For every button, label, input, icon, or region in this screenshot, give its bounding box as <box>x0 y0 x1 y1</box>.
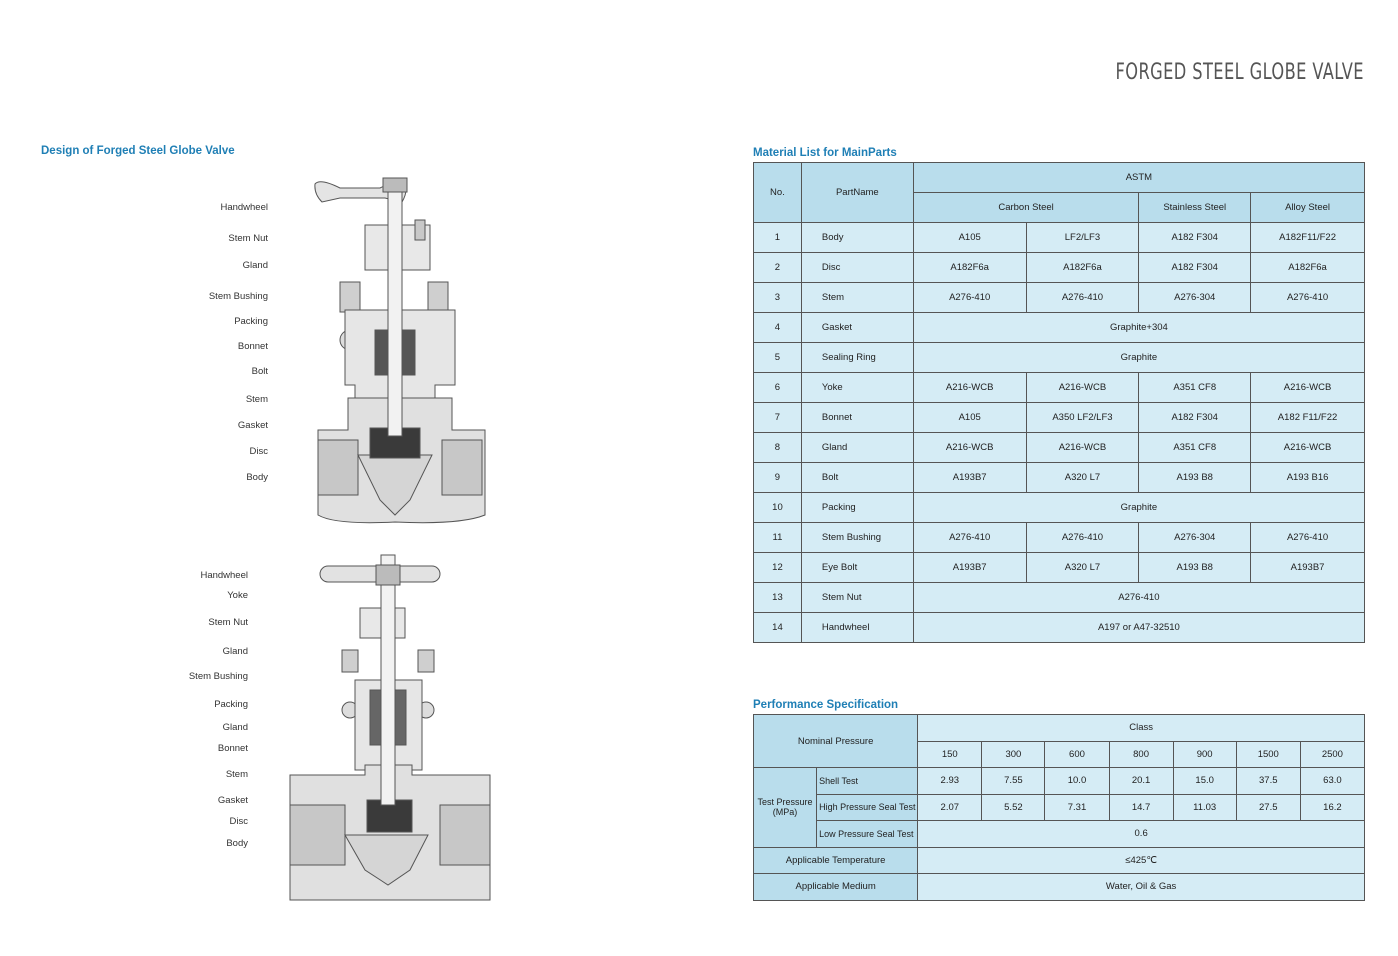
row-stainless: A182 F304 <box>1139 403 1251 433</box>
row-part-name: Sealing Ring <box>801 343 913 373</box>
design-title: Design of Forged Steel Globe Valve <box>41 145 235 157</box>
class-value: 1500 <box>1236 741 1300 768</box>
high-seal-value: 11.03 <box>1173 794 1236 821</box>
high-seal-label: High Pressure Seal Test <box>817 794 918 821</box>
col-no: No. <box>754 163 802 223</box>
class-value: 800 <box>1109 741 1173 768</box>
class-value: 2500 <box>1300 741 1364 768</box>
diagram1-label-gasket: Gasket <box>237 420 268 431</box>
diagram2-label-gland-2: Gland <box>222 722 248 733</box>
row-carbon-2: LF2/LF3 <box>1026 223 1139 253</box>
row-carbon-1: A276-410 <box>913 523 1026 553</box>
row-stainless: A182 F304 <box>1139 253 1251 283</box>
shell-test-value: 15.0 <box>1173 768 1236 795</box>
medium-value: Water, Oil & Gas <box>918 874 1365 901</box>
row-no: 6 <box>754 373 802 403</box>
row-no: 2 <box>754 253 802 283</box>
material-row <box>754 523 1365 553</box>
row-no: 9 <box>754 463 802 493</box>
medium-label: Applicable Medium <box>754 874 918 901</box>
high-seal-value: 14.7 <box>1109 794 1173 821</box>
row-part-name: Yoke <box>801 373 913 403</box>
low-seal-value: 0.6 <box>918 821 1365 848</box>
diagram2-label-stem: Stem <box>225 769 248 780</box>
material-title: Material List for MainParts <box>753 147 897 159</box>
row-no: 3 <box>754 283 802 313</box>
row-part-name: Packing <box>801 493 913 523</box>
row-carbon-1: A276-410 <box>913 283 1026 313</box>
row-part-name: Stem Nut <box>801 583 913 613</box>
diagram1-label-handwheel: Handwheel <box>220 202 268 213</box>
col-astm: ASTM <box>913 163 1364 193</box>
material-row <box>754 613 1365 643</box>
row-carbon-1: A182F6a <box>913 253 1026 283</box>
row-no: 8 <box>754 433 802 463</box>
diagram2-label-body: Body <box>226 838 248 849</box>
row-stainless: A193 B8 <box>1139 553 1251 583</box>
valve-diagram-2 <box>250 550 610 910</box>
row-carbon-1: A216-WCB <box>913 373 1026 403</box>
material-row <box>754 403 1365 433</box>
row-part-name: Bolt <box>801 463 913 493</box>
row-carbon-2: A182F6a <box>1026 253 1139 283</box>
row-alloy: A276-410 <box>1251 283 1365 313</box>
row-carbon-2: A216-WCB <box>1026 433 1139 463</box>
row-material-all: A197 or A47-32510 <box>913 613 1364 643</box>
high-seal-value: 2.07 <box>918 794 982 821</box>
row-no: 12 <box>754 553 802 583</box>
material-row <box>754 253 1365 283</box>
row-carbon-2: A320 L7 <box>1026 553 1139 583</box>
row-no: 4 <box>754 313 802 343</box>
row-part-name: Gasket <box>801 313 913 343</box>
material-row <box>754 433 1365 463</box>
material-row <box>754 373 1365 403</box>
page-title: FORGED STEEL GLOBE VALVE <box>1115 60 1364 85</box>
row-carbon-1: A216-WCB <box>913 433 1026 463</box>
diagram1-label-bolt: Bolt <box>251 366 268 377</box>
class-value: 150 <box>918 741 982 768</box>
row-stainless: A351 CF8 <box>1139 373 1251 403</box>
material-row <box>754 223 1365 253</box>
material-table <box>753 162 1365 643</box>
row-carbon-1: A193B7 <box>913 553 1026 583</box>
row-material-all: A276-410 <box>913 583 1364 613</box>
high-seal-value: 7.31 <box>1045 794 1109 821</box>
temp-label: Applicable Temperature <box>754 847 918 874</box>
temp-value: ≤425℃ <box>918 847 1365 874</box>
shell-test-label: Shell Test <box>817 768 918 795</box>
diagram2-label-gasket: Gasket <box>217 795 248 806</box>
row-alloy: A182F11/F22 <box>1251 223 1365 253</box>
diagram2-label-packing: Packing <box>214 699 248 710</box>
shell-test-value: 37.5 <box>1236 768 1300 795</box>
class-value: 600 <box>1045 741 1109 768</box>
row-part-name: Body <box>801 223 913 253</box>
row-no: 7 <box>754 403 802 433</box>
row-material-all: Graphite <box>913 493 1364 523</box>
row-carbon-1: A193B7 <box>913 463 1026 493</box>
row-no: 13 <box>754 583 802 613</box>
high-seal-value: 16.2 <box>1300 794 1364 821</box>
shell-test-value: 7.55 <box>982 768 1045 795</box>
row-material-all: Graphite+304 <box>913 313 1364 343</box>
row-no: 5 <box>754 343 802 373</box>
material-row <box>754 493 1365 523</box>
test-pressure-label: Test Pressure (MPa) <box>754 768 817 848</box>
row-carbon-1: A105 <box>913 223 1026 253</box>
row-part-name: Bonnet <box>801 403 913 433</box>
diagram1-label-stem-bushing: Stem Bushing <box>208 291 268 302</box>
row-part-name: Handwheel <box>801 613 913 643</box>
row-part-name: Disc <box>801 253 913 283</box>
row-stainless: A193 B8 <box>1139 463 1251 493</box>
row-stainless: A276-304 <box>1139 283 1251 313</box>
diagram2-label-bonnet: Bonnet <box>217 743 248 754</box>
row-carbon-2: A276-410 <box>1026 523 1139 553</box>
shell-test-value: 63.0 <box>1300 768 1364 795</box>
diagram1-label-body: Body <box>246 472 268 483</box>
performance-table <box>753 714 1365 901</box>
row-carbon-2: A276-410 <box>1026 283 1139 313</box>
class-value: 300 <box>982 741 1045 768</box>
shell-test-value: 20.1 <box>1109 768 1173 795</box>
row-alloy: A182F6a <box>1251 253 1365 283</box>
shell-test-value: 2.93 <box>918 768 982 795</box>
row-alloy: A182 F11/F22 <box>1251 403 1365 433</box>
diagram2-label-handwheel: Handwheel <box>200 570 248 581</box>
row-no: 10 <box>754 493 802 523</box>
row-no: 11 <box>754 523 802 553</box>
diagram2-label-stem-nut: Stem Nut <box>208 617 248 628</box>
row-part-name: Stem <box>801 283 913 313</box>
low-seal-label: Low Pressure Seal Test <box>817 821 918 848</box>
row-part-name: Eye Bolt <box>801 553 913 583</box>
material-row <box>754 343 1365 373</box>
row-carbon-1: A105 <box>913 403 1026 433</box>
col-carbon-steel: Carbon Steel <box>913 193 1139 223</box>
diagram1-label-stem-nut: Stem Nut <box>228 233 268 244</box>
row-stainless: A182 F304 <box>1139 223 1251 253</box>
material-row <box>754 283 1365 313</box>
row-material-all: Graphite <box>913 343 1364 373</box>
diagram2-label-yoke: Yoke <box>227 590 248 601</box>
row-alloy: A216-WCB <box>1251 373 1365 403</box>
diagram1-label-disc: Disc <box>249 446 268 457</box>
row-alloy: A193 B16 <box>1251 463 1365 493</box>
material-row <box>754 553 1365 583</box>
performance-title: Performance Specification <box>753 699 899 711</box>
diagram1-label-bonnet: Bonnet <box>237 341 268 352</box>
diagram2-label-gland: Gland <box>222 646 248 657</box>
row-no: 14 <box>754 613 802 643</box>
row-stainless: A276-304 <box>1139 523 1251 553</box>
row-carbon-2: A320 L7 <box>1026 463 1139 493</box>
row-alloy: A193B7 <box>1251 553 1365 583</box>
col-stainless-steel: Stainless Steel <box>1139 193 1251 223</box>
col-part-name: PartName <box>801 163 913 223</box>
material-row <box>754 313 1365 343</box>
row-alloy: A276-410 <box>1251 523 1365 553</box>
shell-test-value: 10.0 <box>1045 768 1109 795</box>
col-alloy-steel: Alloy Steel <box>1251 193 1365 223</box>
diagram2-label-disc: Disc <box>229 816 248 827</box>
high-seal-value: 27.5 <box>1236 794 1300 821</box>
row-no: 1 <box>754 223 802 253</box>
material-row <box>754 463 1365 493</box>
diagram2-label-stem-bushing: Stem Bushing <box>188 671 248 682</box>
row-part-name: Gland <box>801 433 913 463</box>
row-alloy: A216-WCB <box>1251 433 1365 463</box>
row-part-name: Stem Bushing <box>801 523 913 553</box>
row-stainless: A351 CF8 <box>1139 433 1251 463</box>
class-label: Class <box>918 715 1365 742</box>
diagram1-label-gland: Gland <box>242 260 268 271</box>
diagram1-label-stem: Stem <box>245 394 268 405</box>
material-row <box>754 583 1365 613</box>
row-carbon-2: A350 LF2/LF3 <box>1026 403 1139 433</box>
diagram1-label-packing: Packing <box>234 316 268 327</box>
class-value: 900 <box>1173 741 1236 768</box>
high-seal-value: 5.52 <box>982 794 1045 821</box>
nominal-pressure-label: Nominal Pressure <box>754 715 918 768</box>
row-carbon-2: A216-WCB <box>1026 373 1139 403</box>
